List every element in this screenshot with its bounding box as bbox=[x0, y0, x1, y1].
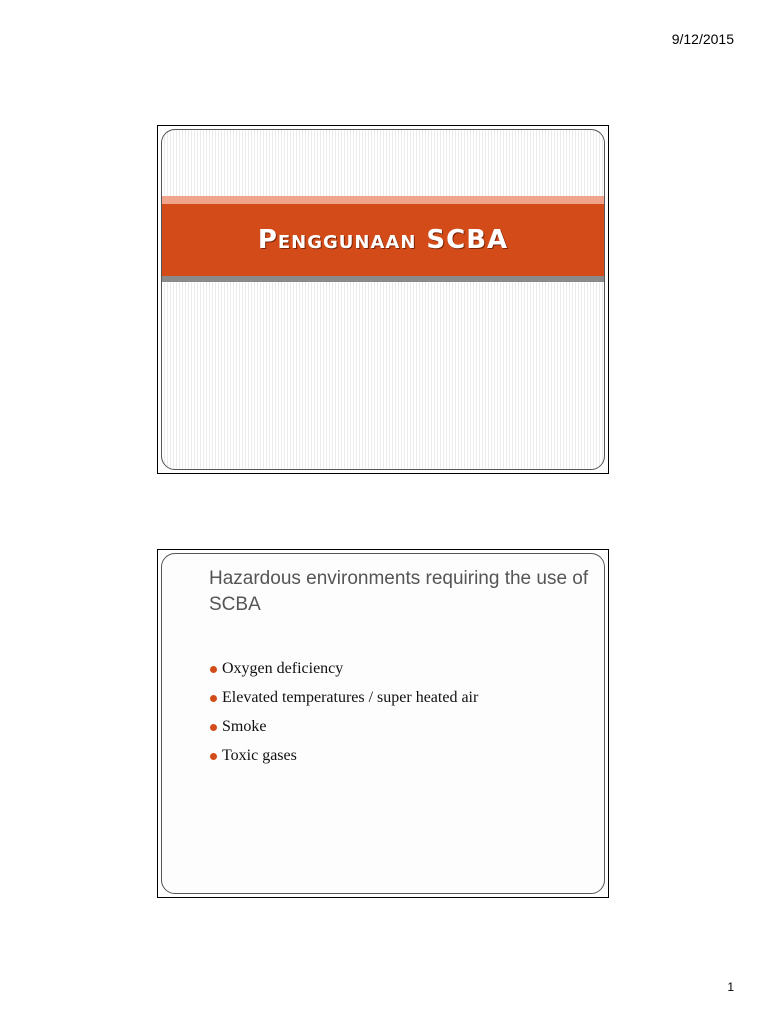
bullet-item bbox=[210, 747, 478, 776]
slide-title: Penggunaan SCBA bbox=[257, 225, 509, 255]
slide-heading: Hazardous environments requiring the use of SCBA bbox=[209, 568, 589, 615]
band-shadow bbox=[162, 276, 604, 282]
bullet-list bbox=[210, 660, 478, 776]
bullet-dot-icon bbox=[210, 724, 217, 731]
bullet-text: Smoke bbox=[222, 718, 267, 735]
slide-thumbnail-2 bbox=[157, 549, 609, 898]
bullet-item bbox=[210, 718, 478, 747]
bullet-dot-icon bbox=[210, 666, 217, 673]
slide-frame bbox=[161, 553, 605, 894]
bullet-dot-icon bbox=[210, 753, 217, 760]
bullet-text: Oxygen deficiency bbox=[222, 660, 344, 677]
bullet-item bbox=[210, 689, 478, 718]
title-band bbox=[162, 196, 604, 286]
slide-frame bbox=[161, 129, 605, 470]
bullet-dot-icon bbox=[210, 695, 217, 702]
bullet-item bbox=[210, 660, 478, 689]
band-main bbox=[162, 204, 604, 276]
slide-thumbnail-1 bbox=[157, 125, 609, 474]
print-date: 9/12/2015 bbox=[671, 31, 734, 47]
bullet-text: Toxic gases bbox=[222, 747, 297, 764]
band-highlight bbox=[162, 196, 604, 204]
bullet-text: Elevated temperatures / super heated air bbox=[222, 689, 479, 706]
page-number: 1 bbox=[727, 980, 734, 994]
